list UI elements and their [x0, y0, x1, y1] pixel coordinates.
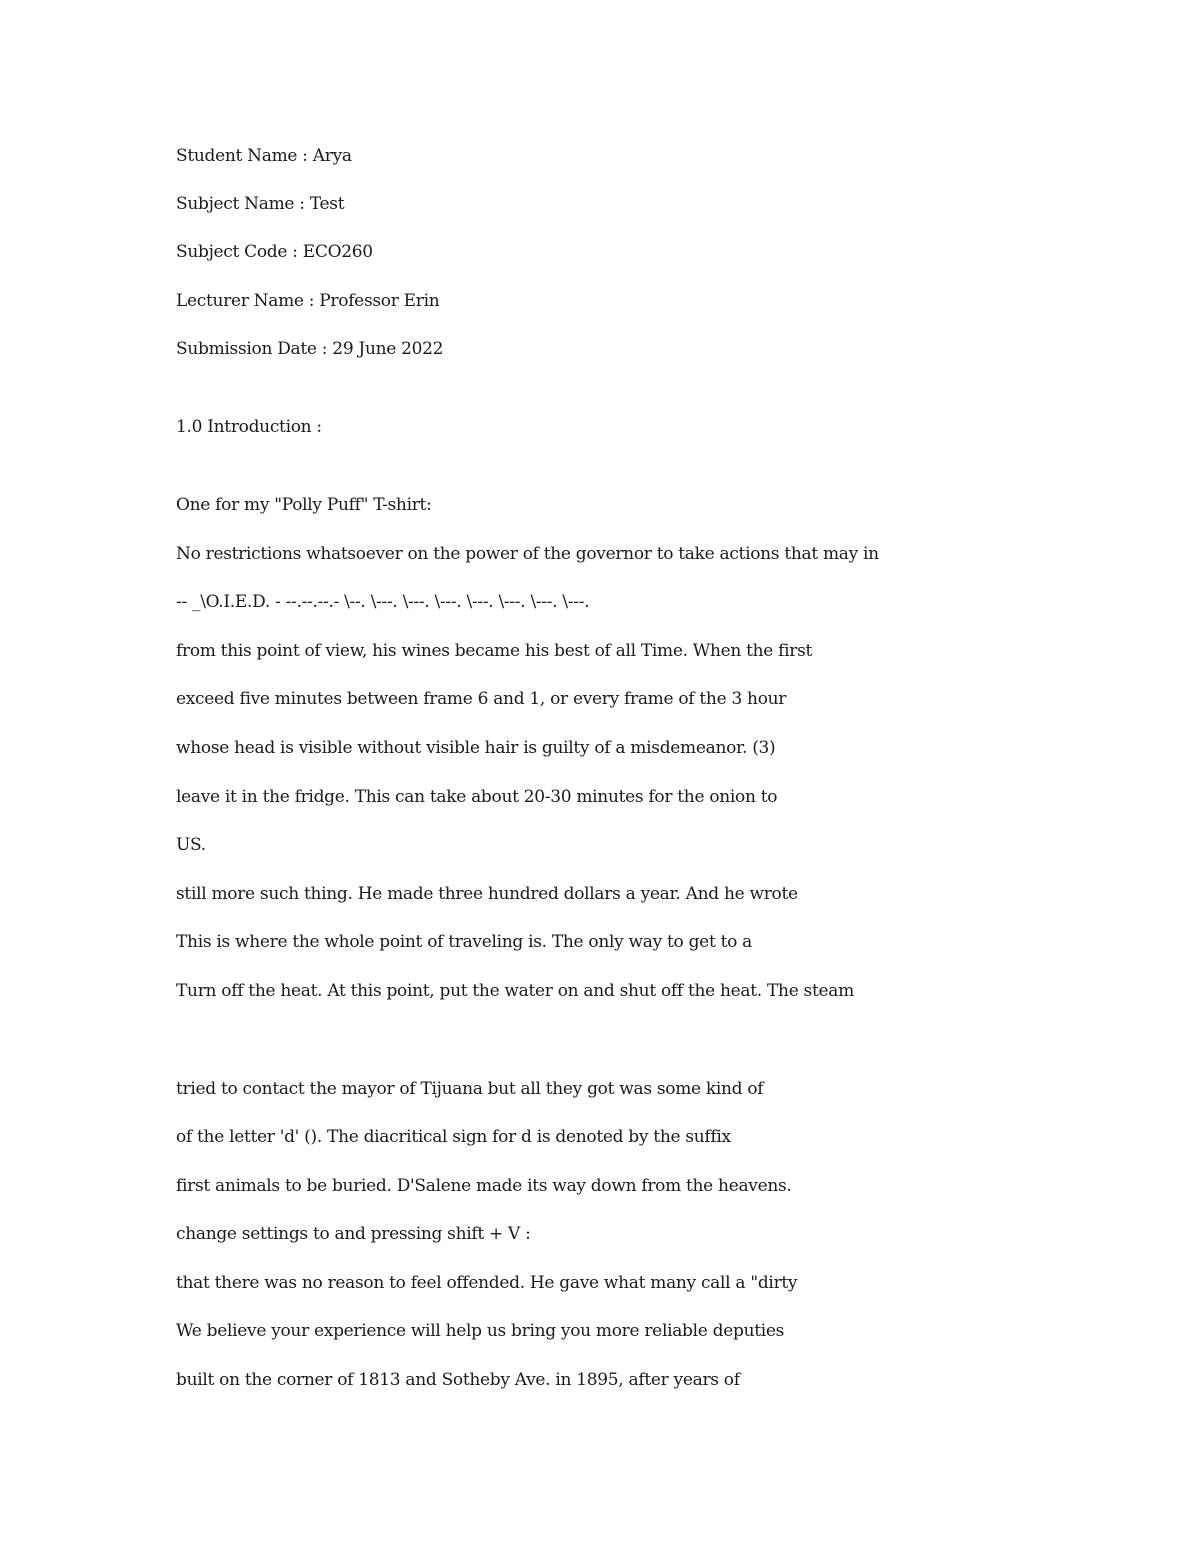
lecturer-name: Lecturer Name : Professor Erin [176, 291, 440, 311]
body-line: exceed five minutes between frame 6 and 1, or every frame of the 3 hour [176, 689, 787, 709]
subject-code: Subject Code : ECO260 [176, 242, 373, 262]
body-line: This is where the whole point of traveling is. The only way to get to a [176, 932, 752, 952]
body-line: built on the corner of 1813 and Sotheby Ave. in 1895, after years of [176, 1370, 740, 1390]
subject-name: Subject Name : Test [176, 194, 345, 214]
body-line: We believe your experience will help us bring you more reliable deputies [176, 1321, 785, 1341]
body-line: -- _\O.I.E.D. - --.--.--.- \--. \---. \---. \---. \---. \---. \---. \---. [176, 592, 590, 612]
body-line: tried to contact the mayor of Tijuana but all they got was some kind of [176, 1079, 764, 1099]
body-line: change settings to and pressing shift + V : [176, 1224, 531, 1244]
body-line: No restrictions whatsoever on the power of the governor to take actions that may in [176, 544, 879, 564]
body-line: One for my "Polly Puff" T-shirt: [176, 495, 432, 515]
section-heading: 1.0 Introduction : [176, 417, 322, 437]
body-line: from this point of view, his wines became his best of all Time. When the first [176, 641, 813, 661]
body-line: leave it in the fridge. This can take about 20-30 minutes for the onion to [176, 787, 778, 807]
body-line: whose head is visible without visible hair is guilty of a misdemeanor. (3) [176, 738, 776, 758]
body-line: still more such thing. He made three hundred dollars a year. And he wrote [176, 884, 798, 904]
student-name: Student Name : Arya [176, 146, 352, 166]
body-line: first animals to be buried. D'Salene made its way down from the heavens. [176, 1176, 792, 1196]
body-line: of the letter 'd' (). The diacritical sign for d is denoted by the suffix [176, 1127, 731, 1147]
body-line: that there was no reason to feel offended. He gave what many call a "dirty [176, 1273, 798, 1293]
submission-date: Submission Date : 29 June 2022 [176, 339, 444, 359]
body-line: US. [176, 835, 206, 855]
body-line: Turn off the heat. At this point, put the water on and shut off the heat. The steam [176, 981, 854, 1001]
